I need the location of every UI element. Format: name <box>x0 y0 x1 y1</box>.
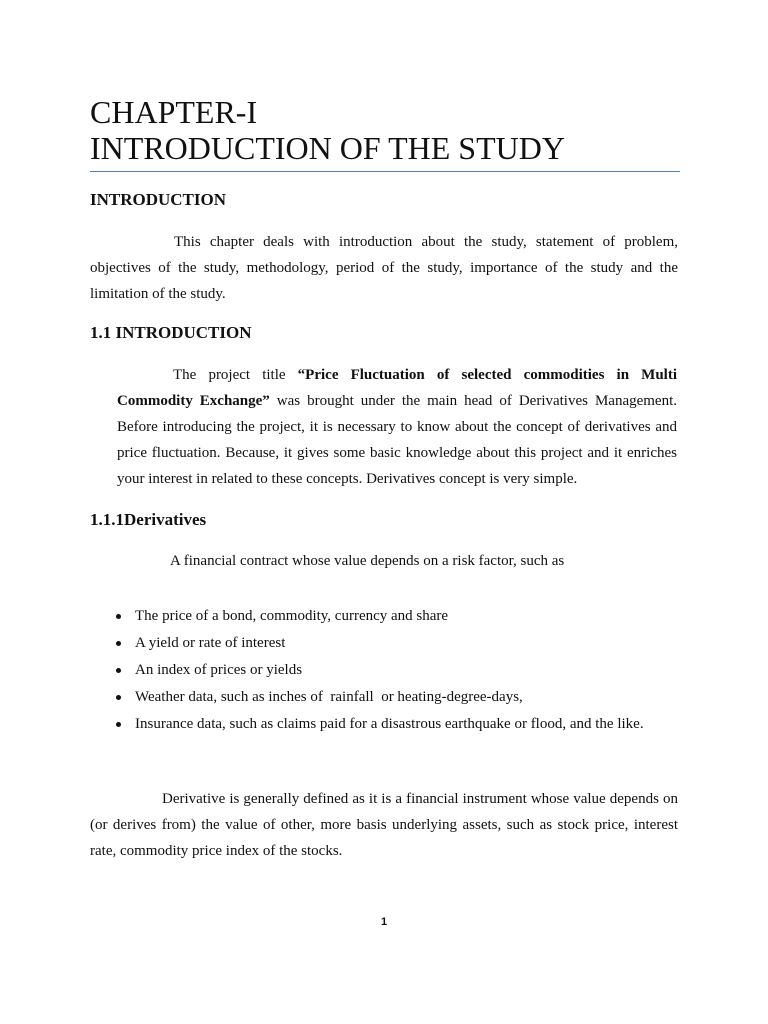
chapter-divider <box>90 171 680 172</box>
chapter-name: INTRODUCTION OF THE STUDY <box>90 130 565 166</box>
project-title-lead: The project title <box>173 367 298 383</box>
introduction-heading: INTRODUCTION <box>90 190 227 209</box>
bullet-icon <box>116 695 121 700</box>
risk-factor-list <box>90 603 690 738</box>
bullet-icon <box>116 641 121 646</box>
list-item-text: An index of prices or yields <box>135 662 303 678</box>
project-title: “Price Fluctuation of selected commodities in Multi Commodity Exchange” <box>117 367 678 409</box>
introduction-paragraph: This chapter deals with introduction about the study, statement of problem, objectives of the study, methodology, period of the study, importance of the study and the limitation of the study. <box>90 234 678 302</box>
list-item-text: Insurance data, such as claims paid for a disastrous earthquake or flood, and the like. <box>135 716 644 732</box>
bullet-icon <box>116 668 121 673</box>
list-item <box>90 630 690 657</box>
list-item-text: A yield or rate of interest <box>135 635 286 651</box>
bullet-icon <box>116 614 121 619</box>
page-number: 1 <box>380 916 388 928</box>
section-1-1-heading: 1.1 INTRODUCTION <box>90 323 252 342</box>
bullet-icon <box>116 722 121 727</box>
chapter-title <box>90 94 680 166</box>
list-item-text: Weather data, such as inches of rainfall or heating-degree-days, <box>135 689 523 705</box>
derivative-definition-paragraph: Derivative is generally defined as it is a financial instrument whose value depends on (or derives from) the value of other, more basis underlying assets, such as stock price, interest rate, commodity price index of the stocks. <box>90 791 678 859</box>
list-item <box>90 711 690 738</box>
section-1-1-1-heading: 1.1.1Derivatives <box>90 510 207 529</box>
section-1-1-paragraph <box>117 362 677 492</box>
chapter-number: CHAPTER-I <box>90 94 258 130</box>
derivatives-lead: A financial contract whose value depends on a risk factor, such as <box>170 553 565 569</box>
list-item-text: The price of a bond, commodity, currency and share <box>135 608 449 624</box>
list-item <box>90 657 690 684</box>
project-description: was brought under the main head of Derivatives Management. Before introducing the project, it is necessary to know about the concept of derivatives and price fluctuation. Because, it gives some basic knowledge about this project and it enriches your interest in related to these concepts. Derivatives concept is very simple. <box>117 393 677 487</box>
list-item <box>90 603 690 630</box>
list-item <box>90 684 690 711</box>
